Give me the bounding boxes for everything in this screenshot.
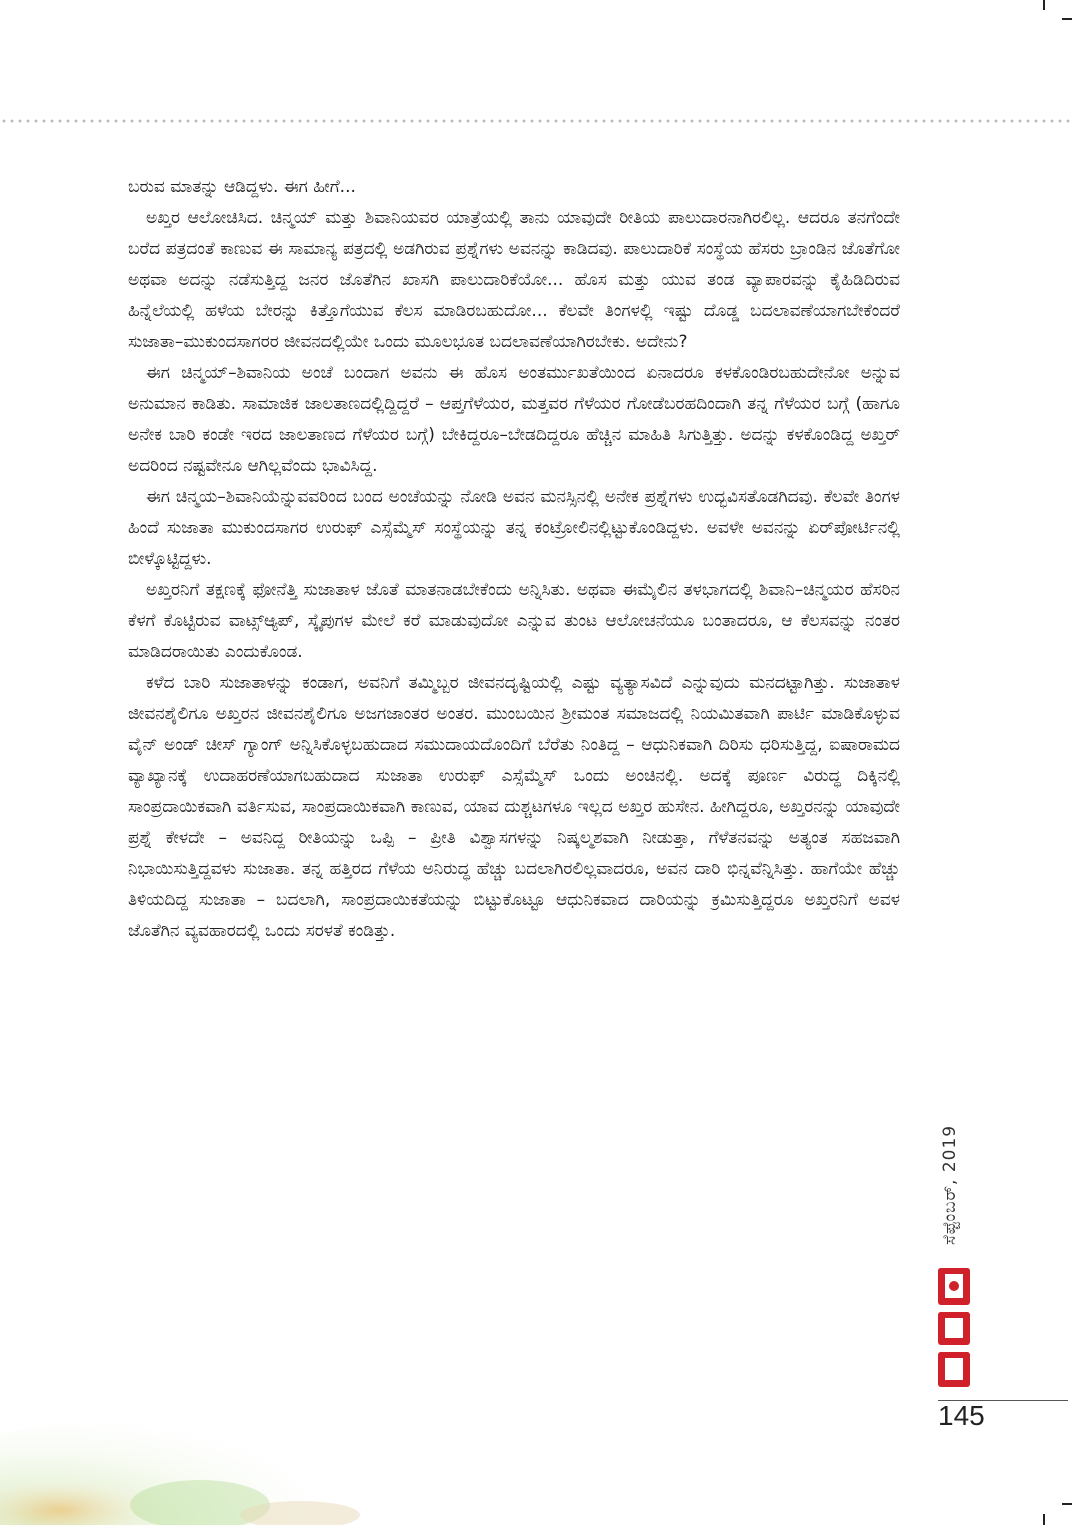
paragraph-6: ಕಳೆದ ಬಾರಿ ಸುಜಾತಾಳನ್ನು ಕಂಡಾಗ, ಅವನಿಗೆ ತಮ್ಮಿಬ್ಬರ ಜೀವನದೃಷ್ಟಿಯಲ್ಲಿ ಎಷ್ಟು ವ್ಯತ್ಯಾಸವಿದೆ ಎನ್ನುವುದು ಮನದಟ್ಟಾಗಿತ್ತು. ಸುಜಾತಾಳ ಜೀವನಶೈಲಿಗೂ ಅಖ್ತರನ ಜೀವನಶೈಲಿಗೂ ಅಜಗಜಾಂತರ ಅಂತರ. ಮುಂಬಯಿನ ಶ್ರೀಮಂತ ಸಮಾಜದಲ್ಲಿ ನಿಯಮಿತವಾಗಿ ಪಾರ್ಟಿ ಮಾಡಿಕೊಳ್ಳುವ ವೈನ್ ಅಂಡ್ ಚೀಸ್ ಗ್ಯಾಂಗ್ ಅನ್ನಿಸಿಕೊಳ್ಳಬಹುದಾದ ಸಮುದಾಯದೊಂದಿಗೆ ಬೆರೆತು ನಿಂತಿದ್ದ – ಆಧುನಿಕವಾಗಿ ದಿರಿಸು ಧರಿಸುತ್ತಿದ್ದ, ಐಷಾರಾಮದ ವ್ಯಾಖ್ಯಾನಕ್ಕೆ ಉದಾಹರಣೆಯಾಗಬಹುದಾದ ಸುಜಾತಾ ಉರುಫ್ ಎಸ್ಸೆಮ್ಮೆಸ್ ಒಂದು ಅಂಚಿನಲ್ಲಿ. ಅದಕ್ಕೆ ಪೂರ್ಣ ವಿರುದ್ಧ ದಿಕ್ಕಿನಲ್ಲಿ ಸಾಂಪ್ರದಾಯಿಕವಾಗಿ ವರ್ತಿಸುವ, ಸಾಂಪ್ರದಾಯಿಕವಾಗಿ ಕಾಣುವ, ಯಾವ ದುಶ್ಚಟಗಳೂ ಇಲ್ಲದ ಅಖ್ತರ ಹುಸೇನ. ಹೀಗಿದ್ದರೂ, ಅಖ್ತರನನ್ನು ಯಾವುದೇ ಪ್ರಶ್ನೆ ಕೇಳದೇ – ಅವನಿದ್ದ ರೀತಿಯನ್ನು ಒಪ್ಪಿ – ಪ್ರೀತಿ ವಿಶ್ವಾಸಗಳನ್ನು ನಿಷ್ಕಲ್ಮಶವಾಗಿ ನೀಡುತ್ತಾ, ಗೆಳೆತನವನ್ನು ಅತ್ಯಂತ ಸಹಜವಾಗಿ ನಿಭಾಯಿಸುತ್ತಿದ್ದವಳು ಸುಜಾತಾ. ತನ್ನ ಹತ್ತಿರದ ಗೆಳೆಯ ಅನಿರುದ್ಧ ಹೆಚ್ಚು ಬದಲಾಗಿರಲಿಲ್ಲವಾದರೂ, ಅವನ ದಾರಿ ಭಿನ್ನವೆನ್ನಿಸಿತ್ತು. ಹಾಗೆಯೇ ಹೆಚ್ಚು ತಿಳಿಯದಿದ್ದ ಸುಜಾತಾ – ಬದಲಾಗಿ, ಸಾಂಪ್ರದಾಯಿಕತೆಯನ್ನು ಬಿಟ್ಟುಕೊಟ್ಟೂ ಆಧುನಿಕವಾದ ದಾರಿಯನ್ನು ಕ್ರಮಿಸುತ್ತಿದ್ದರೂ ಅಖ್ತರನಿಗೆ ಅವಳ ಜೊತೆಗಿನ ವ್ಯವಹಾರದಲ್ಲಿ ಒಂದು ಸರಳತೆ ಕಂಡಿತ್ತು. <box>128 673 900 941</box>
decorative-watercolor <box>0 1380 380 1525</box>
crop-mark-bottom-right <box>1062 1503 1072 1505</box>
magazine-logo <box>930 1262 980 1392</box>
paragraph-5: ಅಖ್ತರನಿಗೆ ತಕ್ಷಣಕ್ಕೆ ಫೋನೆತ್ತಿ ಸುಜಾತಾಳ ಜೊತೆ ಮಾತನಾಡಬೇಕೆಂದು ಅನ್ನಿಸಿತು. ಅಥವಾ ಈಮೈಲಿನ ತಳಭಾಗದಲ್ಲಿ ಶಿವಾನಿ–ಚಿನ್ಮಯರ ಹೆಸರಿನ ಕೆಳಗೆ ಕೊಟ್ಟಿರುವ ವಾಟ್ಸ್‌ಆ್ಯಪ್, ಸ್ಕೈಪುಗಳ ಮೇಲೆ ಕರೆ ಮಾಡುವುದೋ ಎನ್ನುವ ತುಂಟ ಆಲೋಚನೆಯೂ ಬಂತಾದರೂ, ಆ ಕೆಲಸವನ್ನು ನಂತರ ಮಾಡಿದರಾಯಿತು ಎಂದುಕೊಂಡ. <box>128 580 900 662</box>
crop-mark-top <box>1043 0 1045 10</box>
issue-date: ಸೆಪ್ಟೆಂಬರ್, 2019 <box>940 1124 960 1245</box>
crop-mark-bottom <box>1043 1514 1045 1525</box>
paragraph-3: ಈಗ ಚಿನ್ಮಯ್–ಶಿವಾನಿಯ ಅಂಚೆ ಬಂದಾಗ ಅವನು ಈ ಹೊಸ ಅಂತರ್ಮುಖತೆಯಿಂದ ಏನಾದರೂ ಕಳಕೊಂಡಿರಬಹುದೇನೋ ಅನ್ನುವ ಅನುಮಾನ ಕಾಡಿತು. ಸಾಮಾಜಿಕ ಜಾಲತಾಣದಲ್ಲಿದ್ದಿದ್ದರೆ – ಆಪ್ತಗೆಳೆಯರ, ಮತ್ತವರ ಗೆಳೆಯರ ಗೋಡೆಬರಹದಿಂದಾಗಿ ತನ್ನ ಗೆಳೆಯರ ಬಗ್ಗೆ (ಹಾಗೂ ಅನೇಕ ಬಾರಿ ಕಂಡೇ ಇರದ ಜಾಲತಾಣದ ಗೆಳೆಯರ ಬಗ್ಗೆ) ಬೇಕಿದ್ದರೂ–ಬೇಡದಿದ್ದರೂ ಹೆಚ್ಚಿನ ಮಾಹಿತಿ ಸಿಗುತ್ತಿತ್ತು. ಅದನ್ನು ಕಳಕೊಂಡಿದ್ದ ಅಖ್ತರ್ ಅದರಿಂದ ನಷ್ಟವೇನೂ ಆಗಿಲ್ಲವೆಂದು ಭಾವಿಸಿದ್ದ. <box>128 363 900 476</box>
page-number: 145 <box>938 1400 985 1431</box>
crop-mark-right <box>1062 18 1072 20</box>
paragraph-2: ಅಖ್ತರ ಆಲೋಚಿಸಿದ. ಚಿನ್ಮಯ್ ಮತ್ತು ಶಿವಾನಿಯವರ ಯಾತ್ರೆಯಲ್ಲಿ ತಾನು ಯಾವುದೇ ರೀತಿಯ ಪಾಲುದಾರನಾಗಿರಲಿಲ್ಲ. ಆದರೂ ತನಗೆಂದೇ ಬರೆದ ಪತ್ರದಂತೆ ಕಾಣುವ ಈ ಸಾಮಾನ್ಯ ಪತ್ರದಲ್ಲಿ ಅಡಗಿರುವ ಪ್ರಶ್ನೆಗಳು ಅವನನ್ನು ಕಾಡಿದವು. ಪಾಲುದಾರಿಕೆ ಸಂಸ್ಥೆಯ ಹೆಸರು ಬ್ರಾಂಡಿನ ಜೊತೆಗೋ ಅಥವಾ ಅದನ್ನು ನಡೆಸುತ್ತಿದ್ದ ಜನರ ಜೊತೆಗಿನ ಖಾಸಗಿ ಪಾಲುದಾರಿಕೆಯೋ... ಹೊಸ ಮತ್ತು ಯುವ ತಂಡ ವ್ಯಾಪಾರವನ್ನು ಕೈಹಿಡಿದಿರುವ ಹಿನ್ನೆಲೆಯಲ್ಲಿ ಹಳೆಯ ಬೇರನ್ನು ಕಿತ್ತೊಗೆಯುವ ಕೆಲಸ ಮಾಡಿರಬಹುದೋ... ಕೆಲವೇ ತಿಂಗಳಲ್ಲಿ ಇಷ್ಟು ದೊಡ್ಡ ಬದಲಾವಣೆಯಾಗಬೇಕೆಂದರೆ ಸುಜಾತಾ–ಮುಕುಂದಸಾಗರರ ಜೀವನದಲ್ಲಿಯೇ ಒಂದು ಮೂಲಭೂತ ಬದಲಾವಣೆಯಾಗಿರಬೇಕು. ಅದೇನು? <box>128 208 900 352</box>
dotted-header-rule <box>0 119 1072 123</box>
article-body <box>128 172 900 947</box>
paragraph-4: ಈಗ ಚಿನ್ಮಯ–ಶಿವಾನಿಯೆನ್ನುವವರಿಂದ ಬಂದ ಅಂಚೆಯನ್ನು ನೋಡಿ ಅವನ ಮನಸ್ಸಿನಲ್ಲಿ ಅನೇಕ ಪ್ರಶ್ನೆಗಳು ಉದ್ಭವಿಸತೊಡಗಿದವು. ಕೆಲವೇ ತಿಂಗಳ ಹಿಂದೆ ಸುಜಾತಾ ಮುಕುಂದಸಾಗರ ಉರುಫ್ ಎಸ್ಸೆಮ್ಮೆಸ್ ಸಂಸ್ಥೆಯನ್ನು ತನ್ನ ಕಂಟ್ರೋಲಿನಲ್ಲಿಟ್ಟುಕೊಂಡಿದ್ದಳು. ಅವಳೇ ಅವನನ್ನು ಏರ್‌ಪೋರ್ಟಿನಲ್ಲಿ ಬೀಳ್ಕೊಟ್ಟಿದ್ದಳು. <box>128 487 900 569</box>
paragraph-1: ಬರುವ ಮಾತನ್ನು ಆಡಿದ್ದಳು. ಈಗ ಹೀಗೆ... <box>128 177 356 197</box>
